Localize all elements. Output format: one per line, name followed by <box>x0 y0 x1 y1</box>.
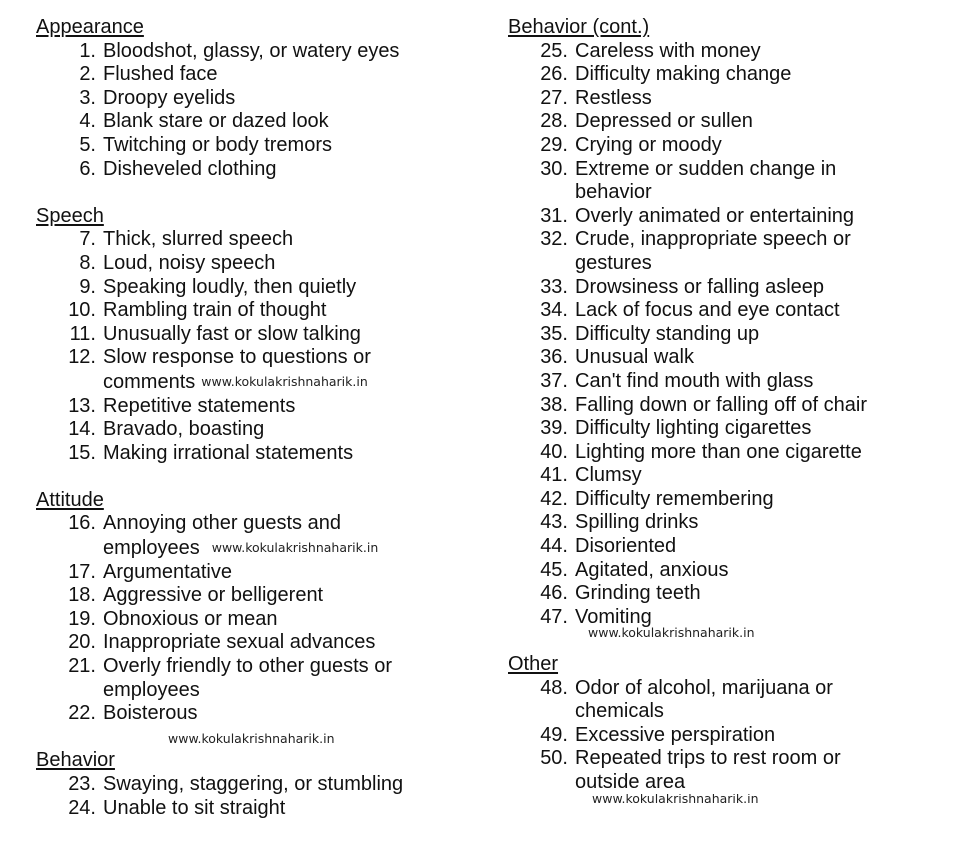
item-text: Twitching or body tremors <box>103 133 332 156</box>
item-number: 16. <box>68 512 96 535</box>
item-number: 44. <box>540 535 568 558</box>
list-item <box>508 276 948 300</box>
section-attitude <box>36 489 476 726</box>
item-text: Argumentative <box>103 560 232 583</box>
item-text: Annoying other guests and <box>103 512 341 535</box>
item-number: 48. <box>540 676 568 699</box>
list-item <box>36 228 476 252</box>
item-text-continued: chemicals <box>575 700 664 723</box>
item-number: 36. <box>540 346 568 369</box>
item-number: 42. <box>540 487 568 510</box>
list-item <box>508 535 948 559</box>
item-text: Crying or moody <box>575 133 722 156</box>
item-text: Crude, inappropriate speech or <box>575 228 851 251</box>
list-item <box>36 418 476 442</box>
item-text: Disheveled clothing <box>103 157 277 180</box>
item-text-continued: employees <box>103 537 200 560</box>
list-item <box>36 512 476 560</box>
item-list <box>508 40 948 630</box>
item-text: Flushed face <box>103 63 218 86</box>
item-number: 32. <box>540 228 568 251</box>
item-number: 47. <box>540 605 568 628</box>
item-list <box>36 512 476 725</box>
item-text: Difficulty making change <box>575 63 792 86</box>
list-item <box>36 134 476 158</box>
watermark: www.kokulakrishnaharik.in <box>588 625 755 641</box>
item-text-continued: gestures <box>575 251 652 274</box>
item-list <box>36 40 476 182</box>
item-number: 24. <box>68 796 96 819</box>
item-text-continued: behavior <box>575 181 652 204</box>
list-item <box>36 442 476 466</box>
list-item <box>508 323 948 347</box>
item-number: 46. <box>540 582 568 605</box>
list-item <box>36 608 476 632</box>
item-text: Disoriented <box>575 535 677 558</box>
item-text: Drowsiness or falling asleep <box>575 275 825 298</box>
list-item <box>36 773 476 797</box>
list-item <box>36 702 476 726</box>
item-text: Aggressive or belligerent <box>103 584 324 607</box>
item-number: 18. <box>68 584 96 607</box>
item-number: 26. <box>540 63 568 86</box>
list-item <box>36 323 476 347</box>
list-item <box>508 228 948 275</box>
list-item <box>36 561 476 585</box>
item-text: Grinding teeth <box>575 582 701 605</box>
item-number: 3. <box>79 86 96 109</box>
item-list <box>508 677 948 795</box>
item-number: 38. <box>540 393 568 416</box>
list-item <box>508 677 948 724</box>
item-text: Obnoxious or mean <box>103 607 278 630</box>
list-item <box>508 511 948 535</box>
item-text: Thick, slurred speech <box>103 228 294 251</box>
section-behavior <box>36 749 476 820</box>
item-number: 7. <box>79 228 96 251</box>
list-item <box>508 134 948 158</box>
item-text: Spilling drinks <box>575 511 699 534</box>
list-item <box>508 370 948 394</box>
item-text: Boisterous <box>103 702 198 725</box>
item-number: 45. <box>540 558 568 581</box>
list-item <box>36 158 476 182</box>
item-number: 39. <box>540 417 568 440</box>
item-text: Difficulty lighting cigarettes <box>575 417 812 440</box>
list-item <box>36 110 476 134</box>
item-text: Difficulty remembering <box>575 487 774 510</box>
item-text: Speaking loudly, then quietly <box>103 275 357 298</box>
item-number: 10. <box>68 299 96 322</box>
item-number: 49. <box>540 723 568 746</box>
item-number: 20. <box>68 631 96 654</box>
list-item <box>508 40 948 64</box>
section-appearance <box>36 16 476 181</box>
list-item <box>508 205 948 229</box>
item-number: 14. <box>68 418 96 441</box>
list-item <box>36 584 476 608</box>
item-text: Overly friendly to other guests or <box>103 655 393 678</box>
section-speech <box>36 205 476 466</box>
item-text: Unable to sit straight <box>103 796 286 819</box>
list-item <box>508 582 948 606</box>
section-other <box>508 653 948 795</box>
item-text: Bravado, boasting <box>103 418 265 441</box>
item-text-continued: outside area <box>575 771 686 793</box>
list-item <box>36 87 476 111</box>
list-item <box>508 464 948 488</box>
item-number: 5. <box>79 133 96 156</box>
item-list <box>36 228 476 465</box>
item-text: Making irrational statements <box>103 441 354 464</box>
item-number: 34. <box>540 299 568 322</box>
item-text: Repeated trips to rest room or <box>575 747 841 770</box>
item-text: Overly animated or entertaining <box>575 204 855 227</box>
item-number: 2. <box>79 63 96 86</box>
item-text: Difficulty standing up <box>575 322 760 345</box>
left-column <box>36 16 476 820</box>
list-item <box>508 394 948 418</box>
item-number: 9. <box>79 275 96 298</box>
item-number: 21. <box>68 655 96 678</box>
list-item <box>508 441 948 465</box>
item-number: 12. <box>68 346 96 369</box>
item-text: Bloodshot, glassy, or watery eyes <box>103 39 400 62</box>
item-text: Can't find mouth with glass <box>575 369 814 392</box>
item-number: 28. <box>540 110 568 133</box>
section-heading: Behavior <box>36 749 115 772</box>
item-text: Unusual walk <box>575 346 694 369</box>
item-number: 6. <box>79 157 96 180</box>
item-number: 23. <box>68 773 96 795</box>
list-item <box>508 299 948 323</box>
item-text: Inappropriate sexual advances <box>103 631 376 654</box>
item-text: Odor of alcohol, marijuana or <box>575 676 833 699</box>
item-number: 35. <box>540 322 568 345</box>
item-text: Rambling train of thought <box>103 299 327 322</box>
item-text: Unusually fast or slow talking <box>103 322 361 345</box>
item-number: 4. <box>79 110 96 133</box>
item-number: 25. <box>540 39 568 62</box>
list-item <box>508 87 948 111</box>
list-item <box>36 63 476 87</box>
item-number: 29. <box>540 133 568 156</box>
item-number: 41. <box>540 464 568 487</box>
item-number: 19. <box>68 607 96 630</box>
list-item <box>508 747 948 794</box>
item-number: 8. <box>79 251 96 274</box>
item-text: Depressed or sullen <box>575 110 753 133</box>
item-number: 13. <box>68 394 96 417</box>
item-number: 22. <box>68 702 96 725</box>
item-text: Loud, noisy speech <box>103 251 276 274</box>
list-item <box>36 797 476 821</box>
list-item <box>508 559 948 583</box>
item-text: Clumsy <box>575 464 642 487</box>
list-item <box>508 110 948 134</box>
item-number: 1. <box>79 39 96 62</box>
item-text: Lack of focus and eye contact <box>575 299 840 322</box>
section-heading: Behavior (cont.) <box>508 16 650 38</box>
item-number: 43. <box>540 511 568 534</box>
item-text: Lighting more than one cigarette <box>575 440 862 463</box>
section-heading: Appearance <box>36 16 144 38</box>
item-number: 31. <box>540 204 568 227</box>
item-text: Agitated, anxious <box>575 558 729 581</box>
list-item <box>36 40 476 64</box>
list-item <box>508 158 948 205</box>
item-text: Falling down or falling off of chair <box>575 393 868 416</box>
item-number: 33. <box>540 275 568 298</box>
item-text: Extreme or sudden change in <box>575 157 837 180</box>
section-heading: Attitude <box>36 488 104 511</box>
item-list <box>36 773 476 820</box>
list-item <box>36 299 476 323</box>
watermark-cut: www.kokulakrishnaharik.in <box>592 794 759 804</box>
item-text: Restless <box>575 86 652 109</box>
section-heading: Speech <box>36 204 104 227</box>
item-text-continued: employees <box>103 678 200 701</box>
item-number: 11. <box>69 322 96 345</box>
item-text: Blank stare or dazed look <box>103 110 329 133</box>
list-item <box>36 346 476 394</box>
item-number: 50. <box>540 747 568 770</box>
item-text: Droopy eyelids <box>103 86 236 109</box>
item-number: 30. <box>540 157 568 180</box>
item-text: Repetitive statements <box>103 394 296 417</box>
list-item <box>36 395 476 419</box>
watermark: www.kokulakrishnaharik.in <box>168 730 335 746</box>
item-number: 37. <box>540 369 568 392</box>
list-item <box>36 655 476 702</box>
section-heading: Other <box>508 653 559 676</box>
list-item <box>508 488 948 512</box>
watermark: www.kokulakrishnaharik.in <box>211 540 379 556</box>
item-number: 27. <box>540 86 568 109</box>
section-behavior-cont <box>508 16 948 629</box>
item-text: Vomiting <box>575 605 652 628</box>
watermark: www.kokulakrishnaharik.in <box>201 373 368 389</box>
item-number: 40. <box>540 440 568 463</box>
item-number: 15. <box>68 441 96 464</box>
item-text: Careless with money <box>575 39 761 62</box>
list-item <box>36 252 476 276</box>
item-text: Slow response to questions or <box>103 346 371 369</box>
item-number: 17. <box>68 560 96 583</box>
list-item <box>508 346 948 370</box>
list-item <box>36 631 476 655</box>
list-item <box>508 417 948 441</box>
list-item <box>36 276 476 300</box>
list-item <box>508 724 948 748</box>
item-text-continued: comments <box>103 370 196 393</box>
list-item <box>508 63 948 87</box>
item-text: Swaying, staggering, or stumbling <box>103 773 404 795</box>
right-column <box>508 16 948 795</box>
item-text: Excessive perspiration <box>575 723 776 746</box>
